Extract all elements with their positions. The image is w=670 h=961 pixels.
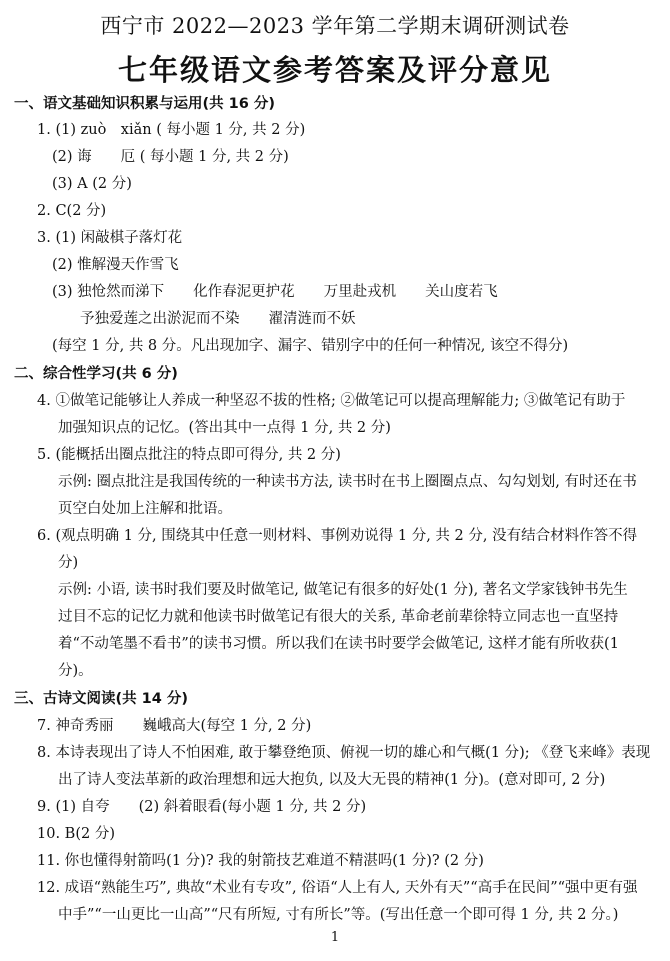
answer-line: 9. (1) 自夸 (2) 斜着眼看(每小题 1 分, 共 2 分)	[37, 799, 367, 815]
section-heading-2: 二、综合性学习(共 6 分)	[14, 366, 178, 382]
answer-line: 2. C(2 分)	[37, 203, 107, 219]
answer-line: 分)	[58, 555, 79, 571]
answer-line: (2) 惟解漫天作雪飞	[52, 257, 179, 273]
answer-line: 4. ①做笔记能够让人养成一种坚忍不拔的性格; ②做笔记可以提高理解能力; ③做笔记有助于	[37, 393, 626, 409]
answer-line: 5. (能概括出圈点批注的特点即可得分, 共 2 分)	[37, 447, 341, 463]
answer-line: 着“不动笔墨不看书”的读书习惯。所以我们在读书时要学会做笔记, 这样才能有所收获(1	[58, 636, 619, 652]
answer-line: 出了诗人变法革新的政治理想和远大抱负, 以及大无畏的精神(1 分)。(意对即可, 2 分)	[58, 772, 606, 788]
answer-line: 11. 你也懂得射箭吗(1 分)? 我的射箭技艺难道不精湛吗(1 分)? (2 分)	[37, 853, 484, 869]
answer-line: 加强知识点的记忆。(答出其中一点得 1 分, 共 2 分)	[58, 420, 391, 436]
answer-line: (3) A (2 分)	[52, 176, 132, 192]
answer-key-title: 七年级语文参考答案及评分意见	[117, 53, 552, 87]
answer-line: 3. (1) 闲敲棋子落灯花	[37, 230, 183, 246]
answer-line: 分)。	[58, 663, 93, 679]
answer-line: 页空白处加上注解和批语。	[58, 501, 232, 517]
answer-line: 中手”“一山更比一山高”“尺有所短, 寸有所长”等。(写出任意一个即可得 1 分, 共 2 分。)	[58, 907, 619, 923]
answer-line: 8. 本诗表现出了诗人不怕困难, 敢于攀登绝顶、俯视一切的雄心和气概(1 分); 《登飞来峰》表现	[37, 745, 651, 761]
section-heading-1: 一、语文基础知识积累与运用(共 16 分)	[14, 96, 276, 112]
answer-line: 示例: 圈点批注是我国传统的一种读书方法, 读书时在书上圈圈点点、勾勾划划, 有时还在书	[58, 474, 637, 490]
answer-line: 6. (观点明确 1 分, 围绕其中任意一则材料、事例劝说得 1 分, 共 2 分, 没有结合材料作答不得	[37, 528, 638, 544]
answer-line: 过目不忘的记忆力就和他读书时做笔记有很大的关系, 革命老前辈徐特立同志也一直坚持	[58, 609, 619, 625]
answer-line: 10. B(2 分)	[37, 826, 115, 842]
answer-line: 12. 成语“熟能生巧”, 典故“术业有专攻”, 俗语“人上有人, 天外有天”“高手在民间”“强中更有强	[37, 880, 638, 896]
page-number: 1	[330, 930, 340, 945]
answer-line: (3) 独怆然而涕下 化作春泥更护花 万里赴戎机 关山度若飞	[52, 284, 498, 300]
answer-line: (每空 1 分, 共 8 分。凡出现加字、漏字、错别字中的任何一种情况, 该空不得分)	[52, 338, 569, 354]
answer-line: 予独爱莲之出淤泥而不染 濯清涟而不妖	[80, 311, 356, 327]
answer-line: 1. (1) zuò xiǎn ( 每小题 1 分, 共 2 分)	[37, 122, 306, 138]
answer-line: (2) 诲 厄 ( 每小题 1 分, 共 2 分)	[52, 149, 289, 165]
section-heading-3: 三、古诗文阅读(共 14 分)	[14, 691, 189, 707]
answer-line: 示例: 小语, 读书时我们要及时做笔记, 做笔记有很多的好处(1 分), 著名文学家钱钟书先生	[58, 582, 628, 598]
answer-line: 7. 神奇秀丽 巍峨高大(每空 1 分, 2 分)	[37, 718, 312, 734]
exam-title: 西宁市 2022—2023 学年第二学期末调研测试卷	[100, 14, 570, 38]
